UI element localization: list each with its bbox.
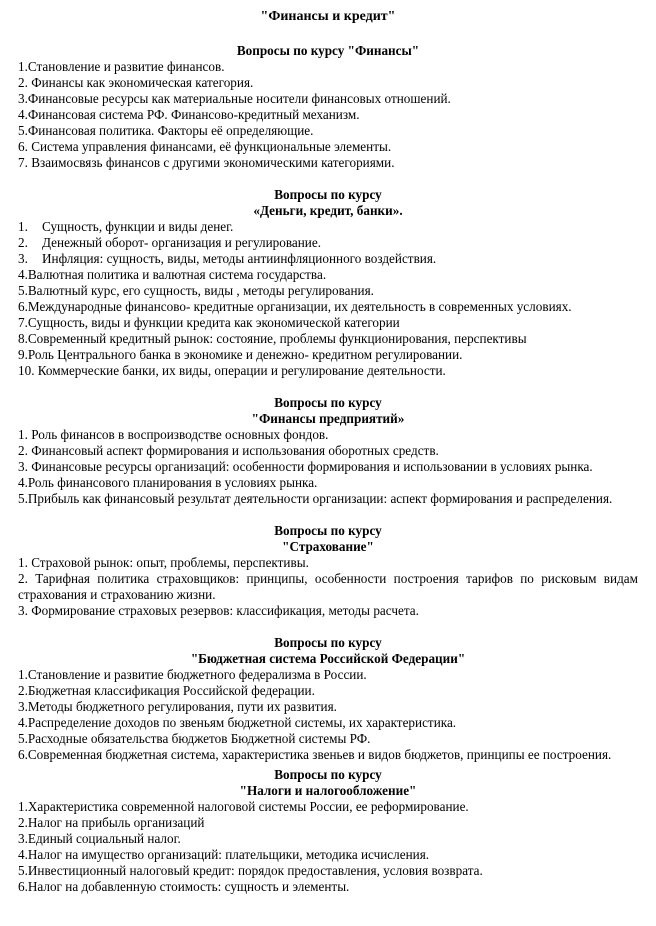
section-predpriyatiy (18, 395, 638, 507)
section-heading: Вопросы по курсу "Финансы" (236, 43, 420, 58)
item-number: 2. (18, 235, 28, 250)
list-item: 4.Роль финансового планирования в условиях рынка. (18, 475, 318, 490)
list-item: 10. Коммерческие банки, их виды, операции и регулирование деятельности. (18, 363, 446, 378)
list-item: 2. Финансы как экономическая категория. (18, 75, 254, 90)
section-finansy (18, 43, 638, 171)
list-item: 1.Становление и развитие бюджетного федерализма в России. (18, 667, 367, 682)
list-item: 5.Инвестиционный налоговый кредит: порядок предоставления, условия возврата. (18, 863, 483, 878)
section-strahovanie (18, 523, 638, 619)
list-item: 1. Страховой рынок: опыт, проблемы, перспективы. (18, 555, 309, 570)
document-title: "Финансы и кредит" (260, 9, 396, 24)
list-item: 5.Расходные обязательства бюджетов Бюджетной системы РФ. (18, 731, 371, 746)
list-item: 4.Налог на имущество организаций: плательщики, методика исчисления. (18, 847, 430, 862)
list-item: 4.Распределение доходов по звеньям бюджетной системы, их характеристика. (18, 715, 457, 730)
list-item (18, 251, 638, 267)
list-item: 1.Характеристика современной налоговой системы России, ее реформирование. (18, 799, 469, 814)
section-heading-line2: «Деньги, кредит, банки». (253, 203, 403, 218)
list-item: 8.Современный кредитный рынок: состояние, проблемы функционирования, перспективы (18, 331, 527, 346)
list-item: 1.Становление и развитие финансов. (18, 59, 225, 74)
section-heading-line1: Вопросы по курсу (274, 395, 382, 410)
list-item (18, 235, 638, 251)
list-item: 2. Финансовый аспект формирования и использования оборотных средств. (18, 443, 439, 458)
list-item: 3. Формирование страховых резервов: классификация, методы расчета. (18, 603, 419, 618)
item-text: Сущность, функции и виды денег. (42, 219, 234, 234)
list-item: 3.Единый социальный налог. (18, 831, 181, 846)
item-number: 1. (18, 219, 28, 234)
section-heading-line1: Вопросы по курсу (274, 767, 382, 782)
item-text: Инфляция: сущность, виды, методы антиинфляционного воздействия. (42, 251, 437, 266)
section-byudzhet (18, 635, 638, 763)
list-item: 5.Валютный курс, его сущность, виды , методы регулирования. (18, 283, 374, 298)
section-heading-line2: "Бюджетная система Российской Федерации" (190, 651, 466, 666)
item-number: 3. (18, 251, 28, 266)
list-item: 2. Тарифная политика страховщиков: принципы, особенности построения тарифов по рисковым видам страхования и страхованию жизни. (18, 571, 638, 602)
list-item: 5.Финансовая политика. Факторы её определяющие. (18, 123, 314, 138)
list-item: 4.Валютная политика и валютная система государства. (18, 267, 327, 282)
list-item: 3.Финансовые ресурсы как материальные носители финансовых отношений. (18, 91, 451, 106)
list-item: 2.Бюджетная классификация Российской федерации. (18, 683, 315, 698)
list-item: 9.Роль Центрального банка в экономике и денежно- кредитном регулировании. (18, 347, 463, 362)
section-heading-line2: "Финансы предприятий» (251, 411, 405, 426)
list-item: 6.Современная бюджетная система, характеристика звеньев и видов бюджетов, принципы ее построения. (18, 747, 612, 762)
list-item: 3.Методы бюджетного регулирования, пути их развития. (18, 699, 337, 714)
list-item: 6. Система управления финансами, её функциональные элементы. (18, 139, 392, 154)
section-heading-line1: Вопросы по курсу (274, 635, 382, 650)
section-heading-line2: "Страхование" (282, 539, 374, 554)
item-text: Денежный оборот- организация и регулирование. (42, 235, 321, 250)
list-item: 3. Финансовые ресурсы организаций: особенности формирования и использовании в условиях рынка. (18, 459, 593, 474)
list-item: 1. Роль финансов в воспроизводстве основных фондов. (18, 427, 329, 442)
list-item: 6.Налог на добавленную стоимость: сущность и элементы. (18, 879, 350, 894)
list-item (18, 219, 638, 235)
list-item: 6.Международные финансово- кредитные организации, их деятельность в современных условиях. (18, 299, 572, 314)
section-heading-line1: Вопросы по курсу (274, 187, 382, 202)
list-item: 5.Прибыль как финансовый результат деятельности организации: аспект формирования и распределения. (18, 491, 613, 506)
list-item: 4.Финансовая система РФ. Финансово-кредитный механизм. (18, 107, 360, 122)
section-heading-line2: "Налоги и налогообложение" (239, 783, 417, 798)
list-item: 2.Налог на прибыль организаций (18, 815, 205, 830)
section-dengi (18, 187, 638, 379)
section-nalogi (18, 767, 638, 895)
list-item: 7.Сущность, виды и функции кредита как экономической категории (18, 315, 400, 330)
section-heading-line1: Вопросы по курсу (274, 523, 382, 538)
list-item: 7. Взаимосвязь финансов с другими экономическими категориями. (18, 155, 395, 170)
